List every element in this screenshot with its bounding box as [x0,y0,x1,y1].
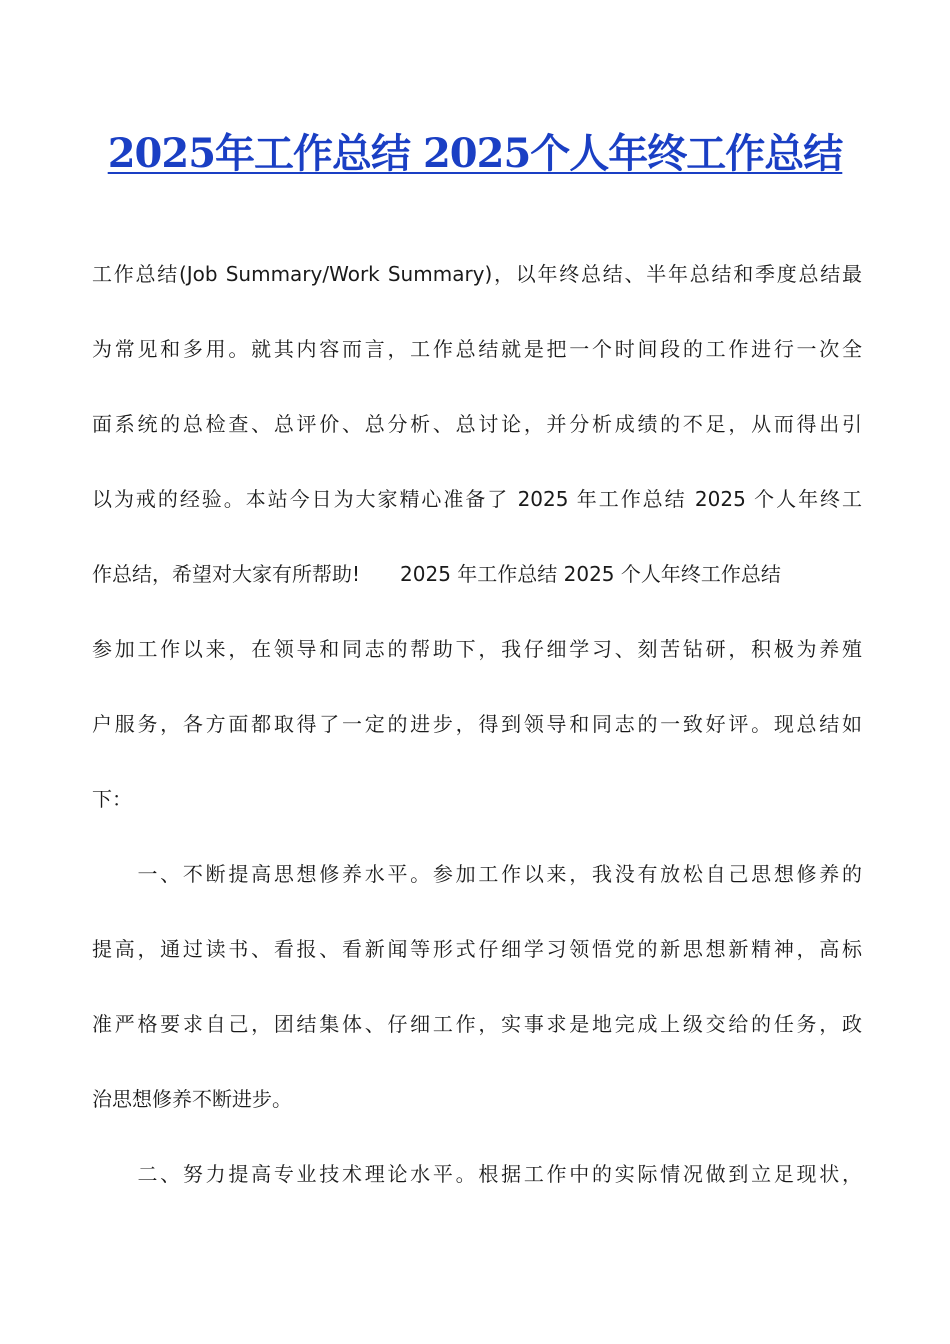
body-line-3: 面系统的总检查、总评价、总分析、总讨论，并分析成绩的不足，从而得出引 [92,412,862,436]
body-line-1: 工作总结(Job Summary/Work Summary)，以年终总结、半年总结和季度总结最 [92,262,862,286]
body-line-10: 提高，通过读书、看报、看新闻等形式仔细学习领悟党的新思想新精神，高标 [92,937,862,961]
body-line-2: 为常见和多用。就其内容而言，工作总结就是把一个时间段的工作进行一次全 [92,337,862,361]
body-line-12: 治思想修养不断进步。 [92,1087,292,1111]
body-line-6: 参加工作以来，在领导和同志的帮助下，我仔细学习、刻苦钻研，积极为养殖 [92,637,862,661]
body-line-11: 准严格要求自己，团结集体、仔细工作，实事求是地完成上级交给的任务，政 [92,1012,862,1036]
body-line-4: 以为戒的经验。本站今日为大家精心准备了 2025 年工作总结 2025 个人年终工 [92,487,862,511]
body-line-5: 作总结，希望对大家有所帮助! 2025 年工作总结 2025 个人年终工作总结 [92,562,781,586]
body-line-13: 二、努力提高专业技术理论水平。根据工作中的实际情况做到立足现状， [92,1162,862,1186]
body-line-7: 户服务，各方面都取得了一定的进步，得到领导和同志的一致好评。现总结如 [92,712,862,736]
document-title-link[interactable]: 2025年工作总结 2025个人年终工作总结 [107,130,843,177]
body-line-8: 下： [92,787,132,811]
body-line-9: 一、不断提高思想修养水平。参加工作以来，我没有放松自己思想修养的 [92,862,862,886]
